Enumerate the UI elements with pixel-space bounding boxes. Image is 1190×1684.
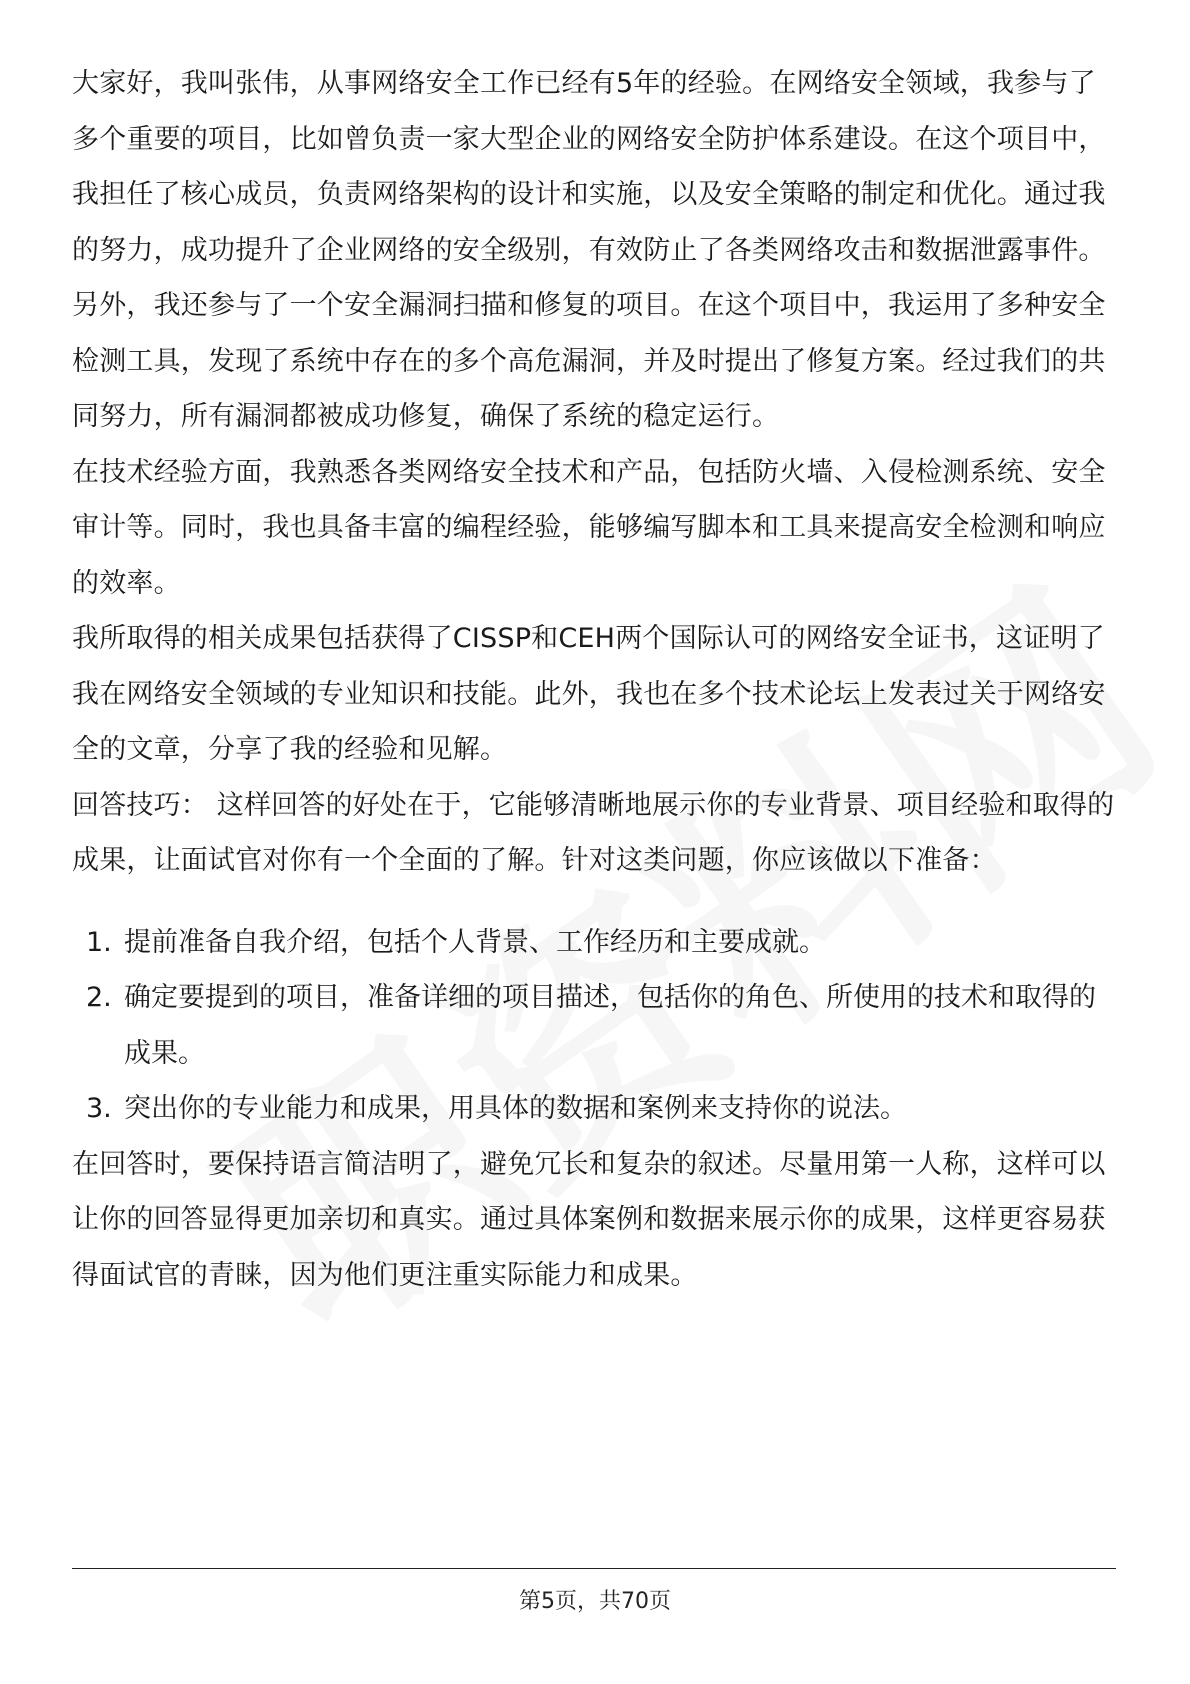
- page-number: 第5页，共70页: [519, 1589, 671, 1614]
- paragraph-answer-tips: 回答技巧： 这样回答的好处在于，它能够清晰地展示你的专业背景、项目经验和取得的成果，让面试官对你有一个全面的了解。针对这类问题，你应该做以下准备：: [72, 789, 1115, 876]
- tips-list: [72, 915, 1116, 1137]
- paragraph-closing: 在回答时，要保持语言简洁明了，避免冗长和复杂的叙述。尽量用第一人称，这样可以让你的回答显得更加亲切和真实。通过具体案例和数据来展示你的成果，这样更容易获得面试官的青睐，因为他们更注重实际能力和成果。: [72, 1148, 1106, 1291]
- list-item-text: 确定要提到的项目，准备详细的项目描述，包括你的角色、所使用的技术和取得的成果。: [124, 982, 1096, 1069]
- paragraph-achievements: 我所取得的相关成果包括获得了CISSP和CEH两个国际认可的网络安全证书，这证明了我在网络安全领域的专业知识和技能。此外，我也在多个技术论坛上发表过关于网络安全的文章，分享了我的经验和见解。: [72, 623, 1106, 765]
- document-body: [72, 56, 1116, 1303]
- list-item: [72, 915, 1116, 971]
- list-item-text: 提前准备自我介绍，包括个人背景、工作经历和主要成就。: [124, 926, 826, 958]
- paragraph-project: 另外，我还参与了一个安全漏洞扫描和修复的项目。在这个项目中，我运用了多种安全检测工具，发现了系统中存在的多个高危漏洞，并及时提出了修复方案。经过我们的共同努力，所有漏洞都被成功修复，确保了系统的稳定运行。: [72, 290, 1106, 432]
- list-item: [72, 970, 1116, 1081]
- list-number: 1.: [86, 926, 112, 958]
- list-number: 3.: [86, 1093, 112, 1124]
- list-number: 2.: [86, 982, 112, 1013]
- list-item: [72, 1081, 1116, 1137]
- paragraph-intro: 大家好，我叫张伟，从事网络安全工作已经有5年的经验。在网络安全领域，我参与了多个重要的项目，比如曾负责一家大型企业的网络安全防护体系建设。在这个项目中，我担任了核心成员，负责网络架构的设计和实施，以及安全策略的制定和优化。通过我的努力，成功提升了企业网络的安全级别，有效防止了各类网络攻击和数据泄露事件。: [72, 68, 1106, 266]
- footer-divider: [72, 1568, 1116, 1569]
- paragraph-tech-experience: 在技术经验方面，我熟悉各类网络安全技术和产品，包括防火墙、入侵检测系统、安全审计等。同时，我也具备丰富的编程经验，能够编写脚本和工具来提高安全检测和响应的效率。: [72, 456, 1106, 599]
- list-item-text: 突出你的专业能力和成果，用具体的数据和案例来支持你的说法。: [124, 1093, 907, 1124]
